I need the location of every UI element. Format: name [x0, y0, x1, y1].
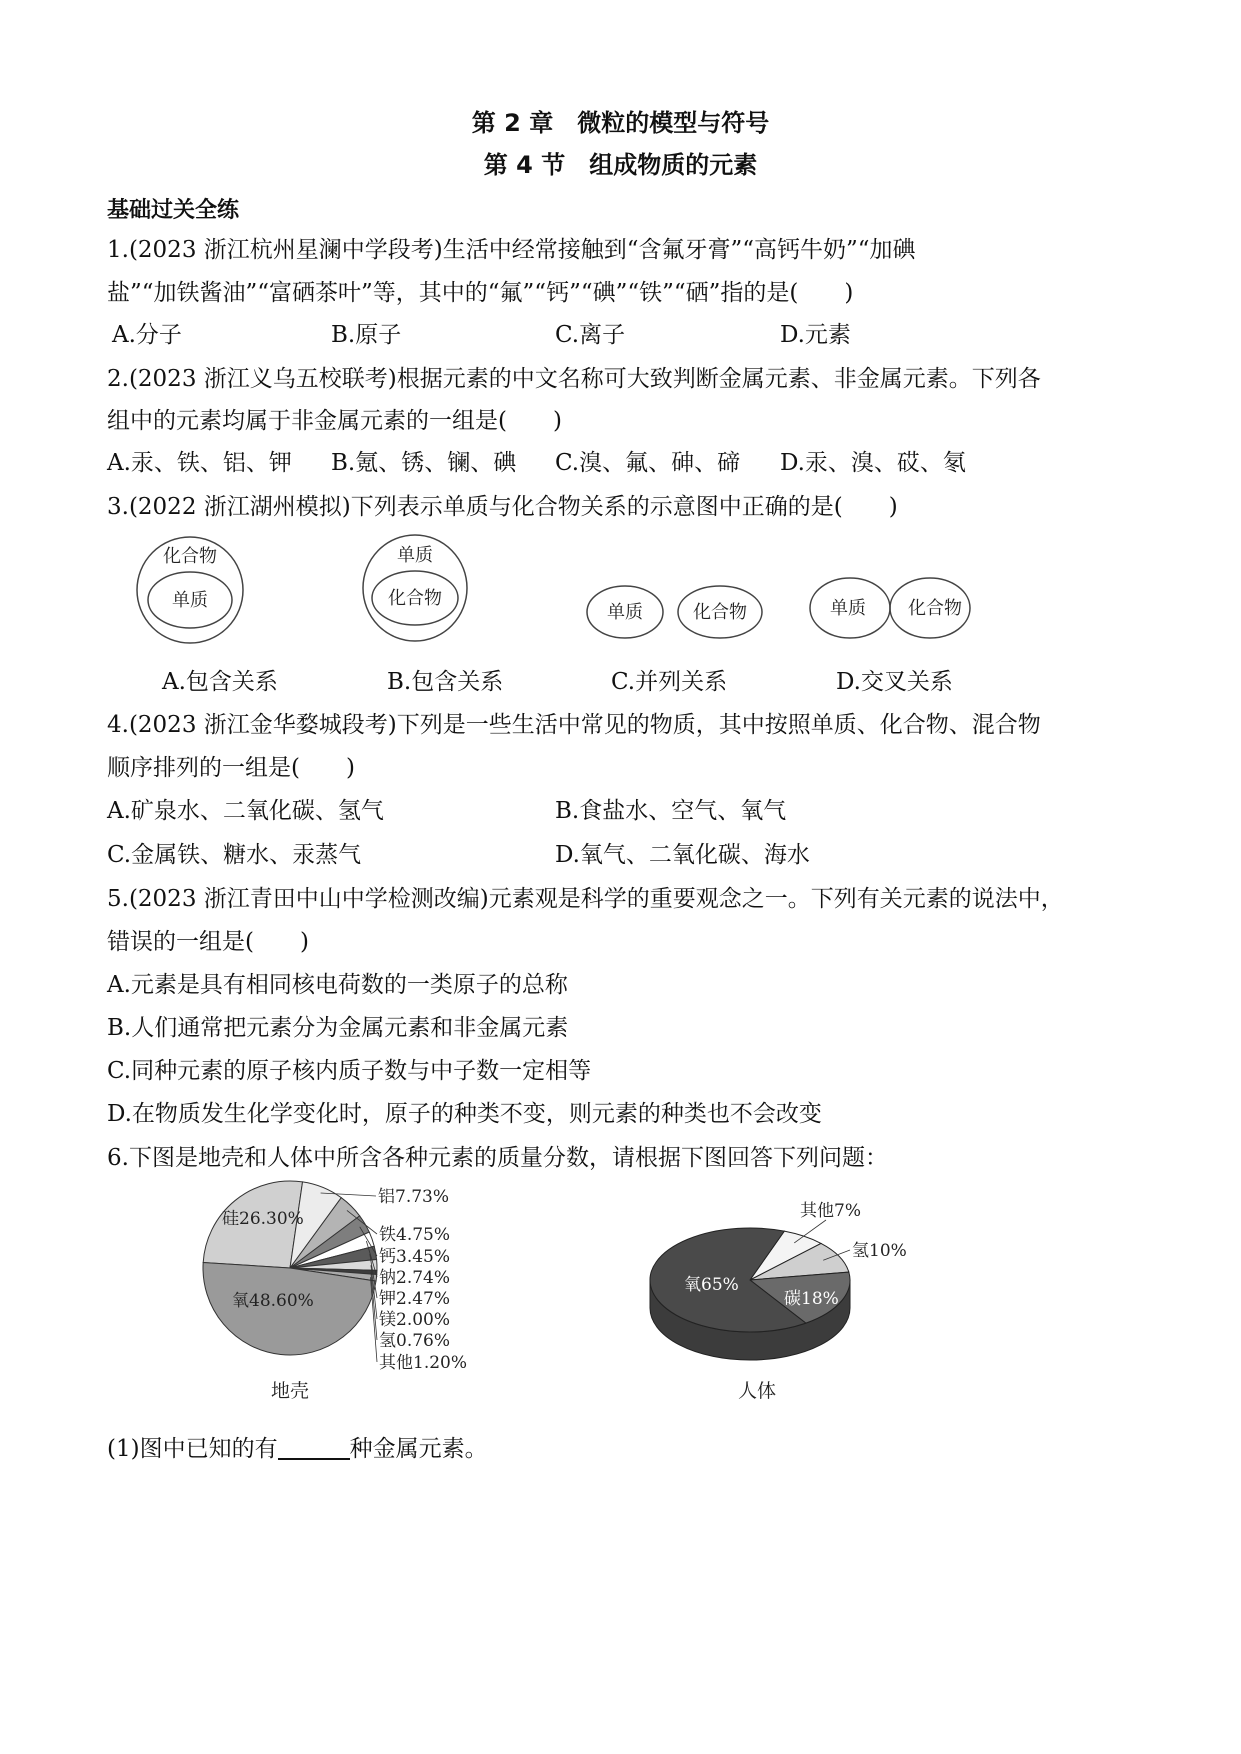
earth-label-铝: 铝7.73%: [378, 1187, 450, 1207]
q1-stem-line1: 1.(2023 浙江杭州星澜中学段考)生活中经常接触到“含氟牙膏”“高钙牛奶”“加碘: [107, 237, 916, 263]
diagram-d-right-label: 化合物: [908, 598, 962, 619]
diagram-b[interactable]: [363, 535, 467, 641]
q4-option-b[interactable]: B.食盐水、空气、氧气: [555, 798, 787, 824]
q6-sub1: [107, 1434, 488, 1464]
earth-chart-title: 地壳: [270, 1380, 310, 1402]
q4-option-c[interactable]: C.金属铁、糖水、汞蒸气: [107, 842, 362, 868]
human-label-碳: 碳18%: [784, 1289, 839, 1309]
q6-sub1-answer-blank[interactable]: [278, 1436, 350, 1460]
q4-option-d[interactable]: D.氧气、二氧化碳、海水: [555, 842, 810, 868]
q2-option-d[interactable]: D.汞、溴、砹、氡: [780, 450, 966, 476]
q3-caption-c[interactable]: C.并列关系: [611, 669, 728, 695]
earth-label-铁: 铁4.75%: [379, 1225, 451, 1245]
q3-stem: 3.(2022 浙江湖州模拟)下列表示单质与化合物关系的示意图中正确的是( ): [107, 494, 898, 520]
earth-label-氢: 氢0.76%: [379, 1331, 451, 1351]
human-chart-title: 人体: [737, 1380, 777, 1402]
diagram-c-left-label: 单质: [607, 602, 643, 623]
diagram-c[interactable]: [587, 586, 762, 638]
q4-option-a[interactable]: A.矿泉水、二氧化碳、氢气: [107, 798, 384, 824]
pie-chart-earth-crust: [203, 1181, 467, 1402]
q5-option-c[interactable]: C.同种元素的原子核内质子数与中子数一定相等: [107, 1058, 592, 1084]
q6-stem: 6.下图是地壳和人体中所含各种元素的质量分数，请根据下图回答下列问题：: [107, 1145, 888, 1171]
diagram-a-outer-label: 化合物: [163, 546, 217, 567]
earth-label-硅: 硅26.30%: [222, 1209, 304, 1229]
human-label-其他: 其他7%: [800, 1201, 861, 1221]
q2-option-a[interactable]: A.汞、铁、铝、钾: [107, 450, 292, 476]
q2-stem-line2: 组中的元素均属于非金属元素的一组是( ): [107, 408, 562, 434]
diagram-b-outer-label: 单质: [397, 545, 433, 566]
earth-label-钾: 钾2.47%: [379, 1289, 451, 1309]
q5-option-b[interactable]: B.人们通常把元素分为金属元素和非金属元素: [107, 1015, 569, 1041]
q4-stem-line2: 顺序排列的一组是( ): [107, 755, 355, 781]
section-title: 第 4 节 组成物质的元素: [483, 151, 758, 179]
q3-caption-a[interactable]: A.包含关系: [162, 669, 278, 695]
pie-chart-human-body: [650, 1200, 907, 1402]
earth-label-钙: 钙3.45%: [379, 1247, 451, 1267]
q2-option-b[interactable]: B.氪、锈、镧、碘: [331, 450, 517, 476]
q5-option-a[interactable]: A.元素是具有相同核电荷数的一类原子的总称: [107, 972, 568, 998]
q1-option-c[interactable]: C.离子: [555, 322, 626, 348]
q2-option-c[interactable]: C.溴、氟、砷、碲: [555, 450, 741, 476]
earth-label-钠: 钠2.74%: [379, 1268, 451, 1288]
earth-label-氧: 氧48.60%: [232, 1291, 314, 1311]
q6-sub1-before: (1)图中已知的有: [107, 1436, 278, 1462]
practice-heading: 基础过关全练: [107, 198, 240, 223]
q4-stem-line1: 4.(2023 浙江金华婺城段考)下列是一些生活中常见的物质，其中按照单质、化合物、混合物: [107, 712, 1041, 738]
diagram-a[interactable]: [137, 537, 243, 643]
q5-stem-line2: 错误的一组是( ): [107, 929, 309, 955]
human-label-氢: 氢10%: [852, 1241, 907, 1261]
earth-label-镁: 镁2.00%: [379, 1310, 451, 1330]
q3-caption-b[interactable]: B.包含关系: [387, 669, 504, 695]
q1-option-b[interactable]: B.原子: [331, 322, 402, 348]
q2-stem-line1: 2.(2023 浙江义乌五校联考)根据元素的中文名称可大致判断金属元素、非金属元素。下列各: [107, 366, 1041, 392]
diagram-a-inner-label: 单质: [172, 590, 208, 611]
earth-label-其他: 其他1.20%: [379, 1353, 468, 1373]
q1-option-d[interactable]: D.元素: [780, 322, 851, 348]
chapter-title: 第 2 章 微粒的模型与符号: [471, 109, 770, 137]
diagram-c-right-label: 化合物: [693, 602, 747, 623]
q5-stem-line1: 5.(2023 浙江青田中山中学检测改编)元素观是科学的重要观念之一。下列有关元素的说法中，: [107, 886, 1064, 912]
diagram-d-left-label: 单质: [830, 598, 866, 619]
q6-sub1-after: 种金属元素。: [349, 1436, 488, 1462]
q5-option-d[interactable]: D.在物质发生化学变化时，原子的种类不变，则元素的种类也不会改变: [107, 1101, 822, 1127]
q3-caption-d[interactable]: D.交叉关系: [836, 669, 953, 695]
diagram-d[interactable]: [810, 578, 970, 638]
q1-stem-line2: 盐”“加铁酱油”“富硒茶叶”等，其中的“氟”“钙”“碘”“铁”“硒”指的是( ): [107, 280, 854, 306]
q1-option-a[interactable]: A.分子: [112, 322, 182, 348]
human-label-氧: 氧65%: [684, 1275, 739, 1295]
diagram-b-inner-label: 化合物: [388, 588, 442, 609]
